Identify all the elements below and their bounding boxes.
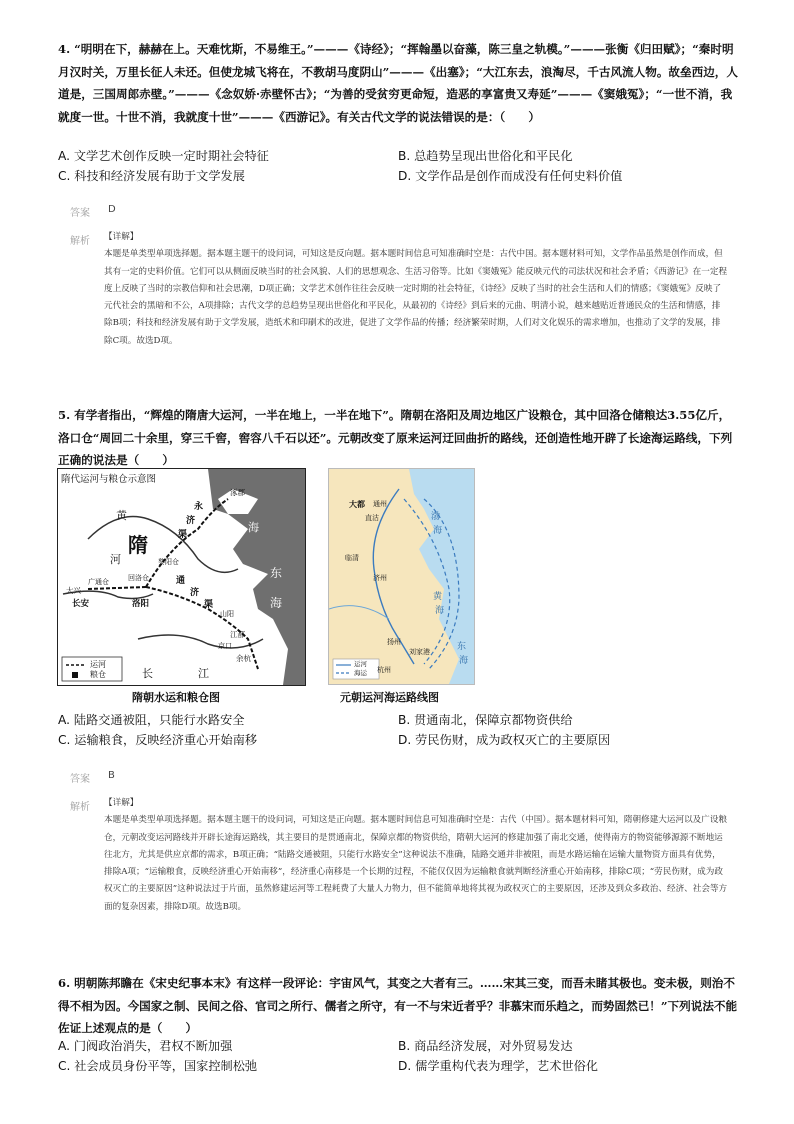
analysis-text [104, 795, 728, 916]
question-stem: 4. “明明在下，赫赫在上。天难忱斯，不易维王。”———《诗经》；“挥翰墨以奋藻，陈三皇之轨模。”———张衡《归田赋》；“秦时明月汉时关，万里长征人未还。但使龙城飞将在，不教胡马度阴山”———《出塞》；“大江东去，浪淘尽，千古风流人物。故垒西边，人道是，三国周郎赤壁。”———《念奴娇·赤壁怀古》；“为善的受贫穷更命短，造恶的享富贵又寿延”———《窦娥冤》；“一世不消，我就度一世。十世不消，我就度十世”———《西游记》。有关古代文学的说法错误的是：（ ） [58, 42, 738, 124]
city-changan: 长安 [72, 599, 90, 609]
city-zhigu: 直沽 [365, 514, 379, 522]
options-q4 [58, 146, 738, 188]
sea-label: 海 [433, 526, 443, 536]
map-label-hai2: 海 [270, 596, 283, 610]
options-q5 [58, 710, 738, 752]
sea-label: 黄 [433, 592, 443, 602]
city-luoyang: 洛阳 [132, 599, 150, 609]
canal-label: 济 [190, 588, 200, 598]
map1-caption: 隋朝水运和粮仓图 [132, 691, 220, 704]
detail-body: 本题是单类型单项选择题。据本题主题干的设问词，可知这是反向题。据本题时间信息可知准确时空是：古代中国。据本题材料可知，文学作品虽然是创作而成，但其有一定的史料价值。它们可以从侧面反映当时的社会风貌、人们的思想观念、生活习俗等。比如《窦娥冤》能反映元代的司法状况和社会矛盾；《西游记》在一定程度上反映了当时的宗教信仰和社会思潮，D项正确；文学艺术创作往往会反映一定时期的社会特征，《诗经》反映了当时的社会生活和人们的情感；《窦娥冤》反映了元代社会的黑暗和不公，A项排除；古代文学的总趋势呈现出世俗化和平民化，从最初的《诗经》到后来的元曲、明清小说，越来越贴近普通民众的生活和情感，排除B项；科技和经济发展有助于文学发展，造纸术和印刷术的改进，促进了文学作品的传播；经济繁荣时期，人们对文化娱乐的需求增加，也推动了文学的发展，排除C项。故选D项。 [104, 249, 728, 346]
sea-label: 渤 [431, 512, 441, 522]
city-dadu: 大都 [349, 500, 365, 509]
option-a[interactable]: A. 陆路交通被阻，只能行水路安全 [58, 713, 245, 727]
canal-label: 通 [176, 576, 186, 586]
detail-body: 本题是单类型单项选择题。据本题主题干的设问词，可知这是正向题。据本题时间信息可知准确时空是：古代（中国）。据本题材料可知，隋朝修建大运河以及广设粮仓，元朝改变运河路线并开辟长途海运路线，其主要目的是贯通南北，保障京都的物资供给，隋朝大运河的修建加强了南北交通，使得南方的物资能够源源不断地运往北方，尤其是供应京都的需求，B项正确；“陆路交通被阻，只能行水路安全”这种说法不准确，陆路交通并非被阻，而是水路运输在运输大量物资方面具有优势，排除A项；“运输粮食，反映经济重心开始南移”，经济重心南移是一个长期的过程，不能仅仅因为运输粮食就判断经济重心开始南移，排除C项；“劳民伤财，成为政权灭亡的主要原因”这种说法过于片面，虽然修建运河等工程耗费了大量人力物力，但不能简单地将其视为政权灭亡的主要原因，还涉及到众多政治、经济、社会等方面的复杂因素，排除D项。故选B项。 [104, 815, 728, 912]
question-6 [58, 972, 738, 1040]
city-liyangcang: 黎阳仓 [158, 558, 179, 566]
analysis-text [104, 229, 728, 350]
option-a[interactable]: A. 门阀政治消失，君权不断加强 [58, 1039, 233, 1053]
option-b[interactable]: B. 商品经济发展，对外贸易发达 [398, 1039, 573, 1053]
map2-caption: 元朝运河海运路线图 [340, 691, 439, 704]
city-tongzhou: 通州 [373, 500, 387, 508]
canal-label: 渠 [204, 600, 214, 610]
question-4 [58, 38, 738, 128]
map-inset-title: 隋代运河与粮仓示意图 [61, 471, 156, 485]
legend-granary: 粮仓 [90, 670, 106, 679]
map-label-chang: 长 [142, 667, 153, 680]
city-shanyang: 山阳 [220, 610, 234, 618]
city-yangzhou: 扬州 [387, 638, 401, 646]
map-label-he: 河 [110, 553, 121, 566]
legend-canal: 运河 [354, 660, 367, 668]
city-guangtongcang: 广通仓 [88, 578, 109, 586]
sui-canal-map [57, 468, 306, 686]
sea-label: 海 [459, 656, 469, 666]
options-q6 [58, 1036, 738, 1078]
legend-canal: 运河 [90, 660, 106, 669]
question-stem: 5. 有学者指出，“辉煌的隋唐大运河，一半在地上，一半在地下”。隋朝在洛阳及周边地区广设粮仓，其中回洛仓储粮达3.55亿斤，洛口仓“周回二十余里，穿三千窖，窖容八千石以还”。元朝改变了原来运河迂回曲折的路线，还创造性地开辟了长途海运路线，下列正确的说法是（ ） [58, 408, 733, 467]
city-jizhou: 济州 [373, 574, 387, 582]
map-label-bo: 渤 [226, 521, 237, 534]
option-a[interactable]: A. 文学艺术创作反映一定时期社会特征 [58, 149, 269, 163]
analysis-label: 解析 [70, 802, 90, 813]
question-stem: 6. 明朝陈邦瞻在《宋史纪事本末》有这样一段评论：宇宙风气，其变之大者有三。……宋其三变，而吾未睹其极也。变未极，则治不得不相为因。今国家之制、民间之俗、官司之所行、儒者之所守，有一不与宋近者乎？非慕宋而乐趋之，而势固然已！”下列说法不能佐证上述观点的是（ ） [58, 976, 738, 1035]
option-b[interactable]: B. 总趋势呈现出世俗化和平民化 [398, 149, 573, 163]
map-label-hai1: 海 [248, 521, 259, 534]
option-d[interactable]: D. 文学作品是创作而成没有任何史料价值 [398, 169, 623, 183]
sea-label: 海 [435, 606, 445, 616]
option-c[interactable]: C. 社会成员身份平等，国家控制松弛 [58, 1059, 258, 1073]
answer-label: 答案 [70, 774, 90, 785]
legend-searoute: 海运 [354, 669, 367, 677]
city-liujiagang: 刘家港 [409, 648, 430, 656]
city-huiluocang: 回洛仓 [128, 574, 149, 582]
detail-heading: 【详解】 [104, 232, 139, 242]
option-d[interactable]: D. 儒学重构代表为理学，艺术世俗化 [398, 1059, 598, 1073]
option-c[interactable]: C. 运输粮食，反映经济重心开始南移 [58, 733, 258, 747]
option-c[interactable]: C. 科技和经济发展有助于文学发展 [58, 169, 245, 183]
city-hangzhou: 杭州 [377, 666, 391, 674]
city-jingkou: 京口 [218, 642, 232, 650]
city-zhuojun: 涿郡 [230, 488, 245, 497]
answer-label: 答案 [70, 208, 90, 219]
city-daxing: 大兴 [66, 586, 81, 595]
city-jiangdu: 江都 [230, 630, 245, 639]
canal-label: 永 [194, 502, 204, 512]
detail-heading: 【详解】 [104, 798, 139, 808]
analysis-label: 解析 [70, 236, 90, 247]
map-label-sui: 隋 [128, 533, 148, 557]
option-d[interactable]: D. 劳民伤财，成为政权灭亡的主要原因 [398, 733, 611, 747]
sea-label: 东 [457, 642, 467, 652]
map-label-jiang: 江 [198, 667, 209, 680]
answer-value: B [108, 770, 115, 781]
map-label-huang: 黄 [116, 509, 127, 522]
city-linqing: 临清 [345, 554, 359, 562]
question-5 [58, 404, 738, 472]
canal-label: 渠 [178, 530, 188, 540]
option-b[interactable]: B. 贯通南北，保障京都物资供给 [398, 713, 573, 727]
canal-label: 济 [186, 516, 196, 526]
map-label-dong: 东 [270, 566, 283, 580]
answer-value: D [108, 204, 116, 215]
yuan-canal-map [328, 468, 475, 685]
city-yuhang: 余杭 [236, 654, 251, 663]
